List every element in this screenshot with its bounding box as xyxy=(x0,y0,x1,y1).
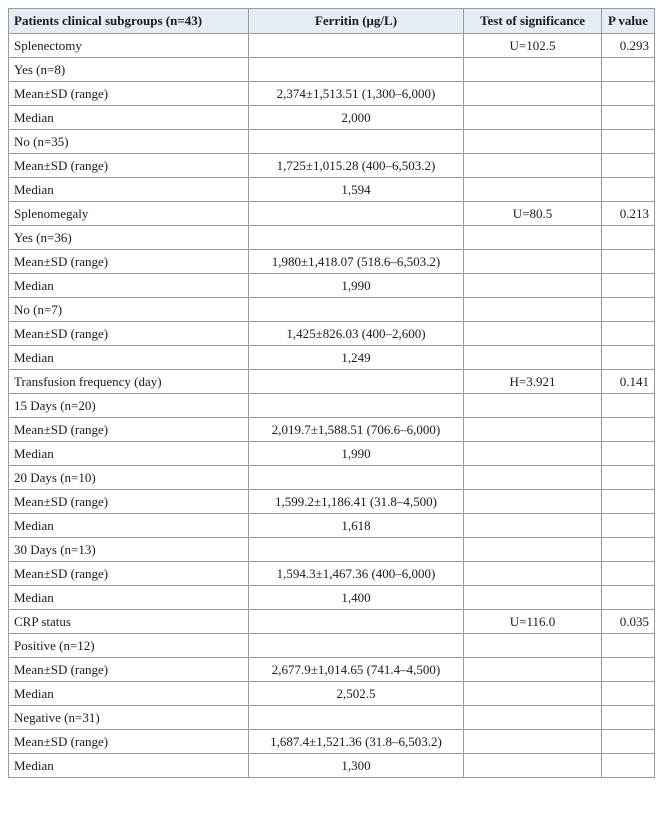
ferritin-cell xyxy=(249,538,464,562)
ferritin-cell: 1,599.2±1,186.41 (31.8–4,500) xyxy=(249,490,464,514)
p-value-cell xyxy=(602,130,655,154)
ferritin-cell xyxy=(249,634,464,658)
ferritin-cell: 2,677.9±1,014.65 (741.4–4,500) xyxy=(249,658,464,682)
subgroup-cell: Median xyxy=(9,682,249,706)
subgroup-cell: CRP status xyxy=(9,610,249,634)
table-row xyxy=(9,394,655,418)
table-row xyxy=(9,154,655,178)
subgroup-cell: Positive (n=12) xyxy=(9,634,249,658)
table-row xyxy=(9,682,655,706)
subgroup-cell: Median xyxy=(9,514,249,538)
test-cell xyxy=(464,298,602,322)
table-row xyxy=(9,202,655,226)
p-value-cell xyxy=(602,274,655,298)
ferritin-cell: 1,300 xyxy=(249,754,464,778)
table-row xyxy=(9,562,655,586)
table-row xyxy=(9,418,655,442)
test-cell xyxy=(464,394,602,418)
p-value-cell xyxy=(602,634,655,658)
test-cell xyxy=(464,106,602,130)
table-row xyxy=(9,322,655,346)
p-value-cell: 0.213 xyxy=(602,202,655,226)
ferritin-cell: 1,594 xyxy=(249,178,464,202)
subgroup-cell: No (n=35) xyxy=(9,130,249,154)
p-value-cell xyxy=(602,514,655,538)
test-cell xyxy=(464,442,602,466)
ferritin-cell: 1,980±1,418.07 (518.6–6,503.2) xyxy=(249,250,464,274)
header-ferritin: Ferritin (μg/L) xyxy=(249,9,464,34)
test-cell xyxy=(464,706,602,730)
ferritin-cell: 1,425±826.03 (400–2,600) xyxy=(249,322,464,346)
table-row xyxy=(9,178,655,202)
subgroup-cell: Yes (n=8) xyxy=(9,58,249,82)
test-cell xyxy=(464,658,602,682)
test-cell xyxy=(464,58,602,82)
subgroup-cell: Mean±SD (range) xyxy=(9,322,249,346)
test-cell xyxy=(464,130,602,154)
ferritin-cell: 1,687.4±1,521.36 (31.8–6,503.2) xyxy=(249,730,464,754)
p-value-cell: 0.141 xyxy=(602,370,655,394)
table-row xyxy=(9,442,655,466)
table-row xyxy=(9,634,655,658)
header-p-value: P value xyxy=(602,9,655,34)
table-row xyxy=(9,586,655,610)
subgroup-cell: Mean±SD (range) xyxy=(9,82,249,106)
ferritin-cell: 1,990 xyxy=(249,274,464,298)
subgroup-cell: Median xyxy=(9,178,249,202)
p-value-cell xyxy=(602,754,655,778)
table-row xyxy=(9,658,655,682)
test-cell xyxy=(464,490,602,514)
p-value-cell xyxy=(602,106,655,130)
subgroup-cell: 15 Days (n=20) xyxy=(9,394,249,418)
test-cell xyxy=(464,730,602,754)
ferritin-cell: 1,400 xyxy=(249,586,464,610)
p-value-cell xyxy=(602,442,655,466)
ferritin-cell xyxy=(249,130,464,154)
ferritin-cell: 1,990 xyxy=(249,442,464,466)
table-row xyxy=(9,466,655,490)
ferritin-cell xyxy=(249,370,464,394)
p-value-cell xyxy=(602,226,655,250)
subgroup-cell: Splenectomy xyxy=(9,34,249,58)
test-cell xyxy=(464,82,602,106)
test-cell: U=80.5 xyxy=(464,202,602,226)
p-value-cell xyxy=(602,706,655,730)
ferritin-cell xyxy=(249,466,464,490)
subgroup-cell: Mean±SD (range) xyxy=(9,250,249,274)
test-cell xyxy=(464,562,602,586)
test-cell xyxy=(464,250,602,274)
subgroup-cell: Negative (n=31) xyxy=(9,706,249,730)
ferritin-cell xyxy=(249,34,464,58)
p-value-cell xyxy=(602,538,655,562)
header-subgroups: Patients clinical subgroups (n=43) xyxy=(9,9,249,34)
ferritin-cell: 1,249 xyxy=(249,346,464,370)
table-row xyxy=(9,106,655,130)
ferritin-cell: 1,618 xyxy=(249,514,464,538)
subgroup-cell: Mean±SD (range) xyxy=(9,418,249,442)
table-row xyxy=(9,538,655,562)
subgroup-cell: Mean±SD (range) xyxy=(9,154,249,178)
table-row xyxy=(9,130,655,154)
p-value-cell xyxy=(602,490,655,514)
subgroup-cell: Mean±SD (range) xyxy=(9,490,249,514)
subgroup-cell: Mean±SD (range) xyxy=(9,658,249,682)
test-cell: H=3.921 xyxy=(464,370,602,394)
test-cell xyxy=(464,514,602,538)
test-cell xyxy=(464,274,602,298)
p-value-cell xyxy=(602,394,655,418)
table-row xyxy=(9,274,655,298)
subgroup-cell: No (n=7) xyxy=(9,298,249,322)
p-value-cell xyxy=(602,298,655,322)
subgroup-cell: Mean±SD (range) xyxy=(9,730,249,754)
subgroup-cell: Median xyxy=(9,586,249,610)
subgroup-cell: Median xyxy=(9,442,249,466)
ferritin-cell: 2,502.5 xyxy=(249,682,464,706)
table-body xyxy=(9,34,655,778)
table-row xyxy=(9,226,655,250)
subgroup-cell: Yes (n=36) xyxy=(9,226,249,250)
ferritin-cell xyxy=(249,706,464,730)
test-cell xyxy=(464,682,602,706)
ferritin-cell: 1,594.3±1,467.36 (400–6,000) xyxy=(249,562,464,586)
p-value-cell xyxy=(602,82,655,106)
p-value-cell: 0.293 xyxy=(602,34,655,58)
ferritin-cell: 1,725±1,015.28 (400–6,503.2) xyxy=(249,154,464,178)
table-row xyxy=(9,82,655,106)
p-value-cell xyxy=(602,466,655,490)
table-row xyxy=(9,514,655,538)
subgroup-cell: Transfusion frequency (day) xyxy=(9,370,249,394)
table-row xyxy=(9,58,655,82)
subgroup-cell: Median xyxy=(9,754,249,778)
p-value-cell xyxy=(602,682,655,706)
table-row xyxy=(9,610,655,634)
ferritin-cell xyxy=(249,298,464,322)
subgroup-cell: Median xyxy=(9,274,249,298)
p-value-cell xyxy=(602,730,655,754)
subgroup-cell: Mean±SD (range) xyxy=(9,562,249,586)
test-cell xyxy=(464,322,602,346)
p-value-cell xyxy=(602,562,655,586)
ferritin-cell: 2,000 xyxy=(249,106,464,130)
test-cell xyxy=(464,226,602,250)
p-value-cell: 0.035 xyxy=(602,610,655,634)
p-value-cell xyxy=(602,250,655,274)
test-cell xyxy=(464,586,602,610)
header-test-of-significance: Test of significance xyxy=(464,9,602,34)
table-row xyxy=(9,730,655,754)
subgroup-cell: Splenomegaly xyxy=(9,202,249,226)
table-row xyxy=(9,490,655,514)
subgroup-cell: 20 Days (n=10) xyxy=(9,466,249,490)
ferritin-cell xyxy=(249,202,464,226)
p-value-cell xyxy=(602,586,655,610)
table-row xyxy=(9,34,655,58)
p-value-cell xyxy=(602,346,655,370)
ferritin-cell: 2,374±1,513.51 (1,300–6,000) xyxy=(249,82,464,106)
table-row xyxy=(9,298,655,322)
test-cell xyxy=(464,154,602,178)
ferritin-cell xyxy=(249,610,464,634)
test-cell xyxy=(464,466,602,490)
subgroup-cell: 30 Days (n=13) xyxy=(9,538,249,562)
test-cell xyxy=(464,418,602,442)
test-cell xyxy=(464,178,602,202)
table-row xyxy=(9,754,655,778)
ferritin-subgroup-table xyxy=(8,8,655,778)
ferritin-cell xyxy=(249,58,464,82)
test-cell xyxy=(464,754,602,778)
p-value-cell xyxy=(602,322,655,346)
table-header xyxy=(9,9,655,34)
ferritin-cell xyxy=(249,394,464,418)
ferritin-cell xyxy=(249,226,464,250)
p-value-cell xyxy=(602,58,655,82)
subgroup-cell: Median xyxy=(9,346,249,370)
header-row xyxy=(9,9,655,34)
subgroup-cell: Median xyxy=(9,106,249,130)
p-value-cell xyxy=(602,154,655,178)
test-cell: U=102.5 xyxy=(464,34,602,58)
p-value-cell xyxy=(602,658,655,682)
p-value-cell xyxy=(602,178,655,202)
table-row xyxy=(9,706,655,730)
test-cell xyxy=(464,346,602,370)
table-row xyxy=(9,250,655,274)
p-value-cell xyxy=(602,418,655,442)
table-row xyxy=(9,346,655,370)
table-row xyxy=(9,370,655,394)
ferritin-cell: 2,019.7±1,588.51 (706.6–6,000) xyxy=(249,418,464,442)
test-cell: U=116.0 xyxy=(464,610,602,634)
test-cell xyxy=(464,538,602,562)
test-cell xyxy=(464,634,602,658)
